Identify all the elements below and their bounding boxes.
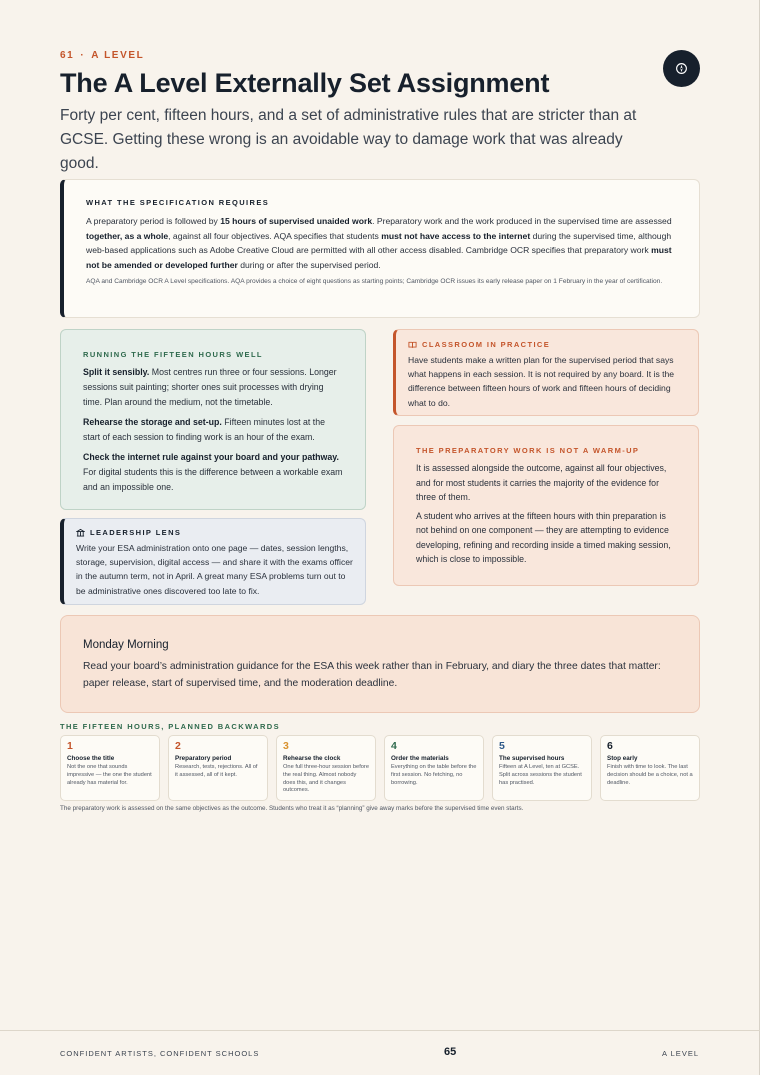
book-icon: [408, 341, 417, 349]
monday-morning-title: Monday Morning: [83, 639, 169, 651]
running-hours-item: Rehearse the storage and set-up. Fifteen minutes lost at the start of each session to finding work is an hour of the exam.: [83, 417, 326, 442]
classroom-practice-panel: [393, 329, 699, 416]
classroom-practice-heading: [408, 340, 687, 349]
step-card: [384, 735, 484, 801]
step-description: Finish with time to look. The last decision should be a choice, not a deadline.: [607, 764, 693, 786]
step-card: [276, 735, 376, 801]
footer-section: A LEVEL: [661, 1049, 699, 1058]
step-card: [492, 735, 592, 801]
leadership-lens-panel: [60, 518, 366, 605]
building-icon: [76, 528, 85, 537]
step-description: Everything on the table before the first session. No fetching, no borrowing.: [391, 764, 477, 786]
step-number: 1: [67, 740, 73, 752]
step-title: Stop early: [607, 755, 638, 762]
preparatory-work-label: THE PREPARATORY WORK IS NOT A WARM-UP: [416, 446, 640, 455]
running-hours-item: Check the internet rule against your board and your pathway. For digital students this is the difference between a workable exam and an impossible one.: [83, 452, 343, 492]
step-description: Fifteen at A Level, ten at GCSE. Split across sessions the student has practised.: [499, 764, 582, 786]
step-number: 5: [499, 740, 505, 752]
monday-morning-text: Read your board’s administration guidance for the ESA this week rather than in February, and diary the three dates that matter: paper release, start of supervised time, and the moderation deadline.: [83, 661, 661, 689]
kicker-number: 61: [60, 50, 75, 61]
step-description: Not the one that sounds impressive — the one the student already has material for.: [67, 764, 152, 786]
running-hours-panel: [60, 329, 366, 510]
step-number: 2: [175, 740, 181, 752]
preparatory-work-paragraph: It is assessed alongside the outcome, against all four objectives, and for most students it carries the majority of the evidence for three of them.: [416, 463, 667, 502]
leadership-lens-text: Write your ESA administration onto one page — dates, session lengths, storage, supervision, digital access — and share it with the exams officer in the autumn term, not in April. A great many ESA problems turn out to be administrative ones discovered too late to fix.: [76, 543, 353, 596]
specification-source-note: AQA and Cambridge OCR A Level specifications. AQA provides a choice of eight questions as starting points; Cambridge OCR issues its early release paper on 1 February in the year of certification.: [86, 278, 663, 285]
specification-label: WHAT THE SPECIFICATION REQUIRES: [86, 198, 270, 207]
footer-page-number: 65: [444, 1046, 457, 1058]
step-number: 6: [607, 740, 613, 752]
leadership-lens-heading: [76, 528, 353, 537]
step-number: 4: [391, 740, 397, 752]
step-title: The supervised hours: [499, 755, 565, 762]
step-card: [60, 735, 160, 801]
step-title: Preparatory period: [175, 755, 232, 762]
preparatory-work-paragraph: A student who arrives at the fifteen hours with thin preparation is not behind on one component — they are attempting to evidence developing, refining and recording inside a timed making session, which is close to impossible.: [416, 510, 671, 564]
step-description: Research, tests, rejections. All of it assessed, all of it kept.: [175, 764, 258, 778]
footer-publication: CONFIDENT ARTISTS, CONFIDENT SCHOOLS: [60, 1049, 260, 1058]
page-title: The A Level Externally Set Assignment: [60, 68, 550, 98]
compass-icon: [663, 50, 700, 87]
kicker-section: A LEVEL: [91, 50, 145, 61]
step-card: [168, 735, 268, 801]
step-title: Choose the title: [67, 755, 115, 762]
specification-body: A preparatory period is followed by 15 hours of supervised unaided work. Preparatory work and the work produced in the supervised time are assessed together, as a whole, against all four objectives. AQA specifies that students must not have access to the internet during the supervised time, although web-based applications such as Adobe Creative Cloud are permitted with all other access disabled. Cambridge OCR specifies that preparatory work must not be amended or developed further during or after the supervised period.: [86, 216, 672, 270]
running-hours-item: Split it sensibly. Most centres run three or four sessions. Longer sessions suit painting; shorter ones suit processes with drying time. Plan around the medium, not the timetable.: [83, 367, 337, 407]
footer-divider: [0, 1030, 760, 1031]
kicker-separator: ·: [80, 50, 86, 61]
step-description: One full three-hour session before the real thing. Almost nobody does this, and it changes outcomes.: [283, 764, 369, 794]
steps-label: THE FIFTEEN HOURS, PLANNED BACKWARDS: [60, 722, 280, 731]
monday-morning-panel: [60, 615, 700, 713]
specification-callout: [60, 179, 700, 318]
steps-footnote: The preparatory work is assessed on the same objectives as the outcome. Students who treat it as “planning” give away marks before the supervised time even starts.: [60, 805, 524, 812]
step-number: 3: [283, 740, 289, 752]
step-title: Rehearse the clock: [283, 755, 341, 762]
step-title: Order the materials: [391, 755, 449, 762]
preparatory-work-panel: [393, 425, 699, 586]
steps-timeline: [60, 735, 700, 801]
section-kicker: [60, 50, 144, 61]
leadership-lens-label: LEADERSHIP LENS: [90, 528, 182, 537]
classroom-practice-text: Have students make a written plan for the supervised period that says what happens in each session. It is not required by any board. It is the difference between fifteen hours of work and fifteen hours of deciding what to do.: [408, 355, 675, 408]
classroom-practice-label: CLASSROOM IN PRACTICE: [422, 340, 551, 349]
running-hours-label: RUNNING THE FIFTEEN HOURS WELL: [83, 350, 263, 359]
page-lead: Forty per cent, fifteen hours, and a set of administrative rules that are stricter than at GCSE. Getting these wrong is an avoidable way to damage work that was already good.: [60, 107, 637, 172]
step-card: [600, 735, 700, 801]
